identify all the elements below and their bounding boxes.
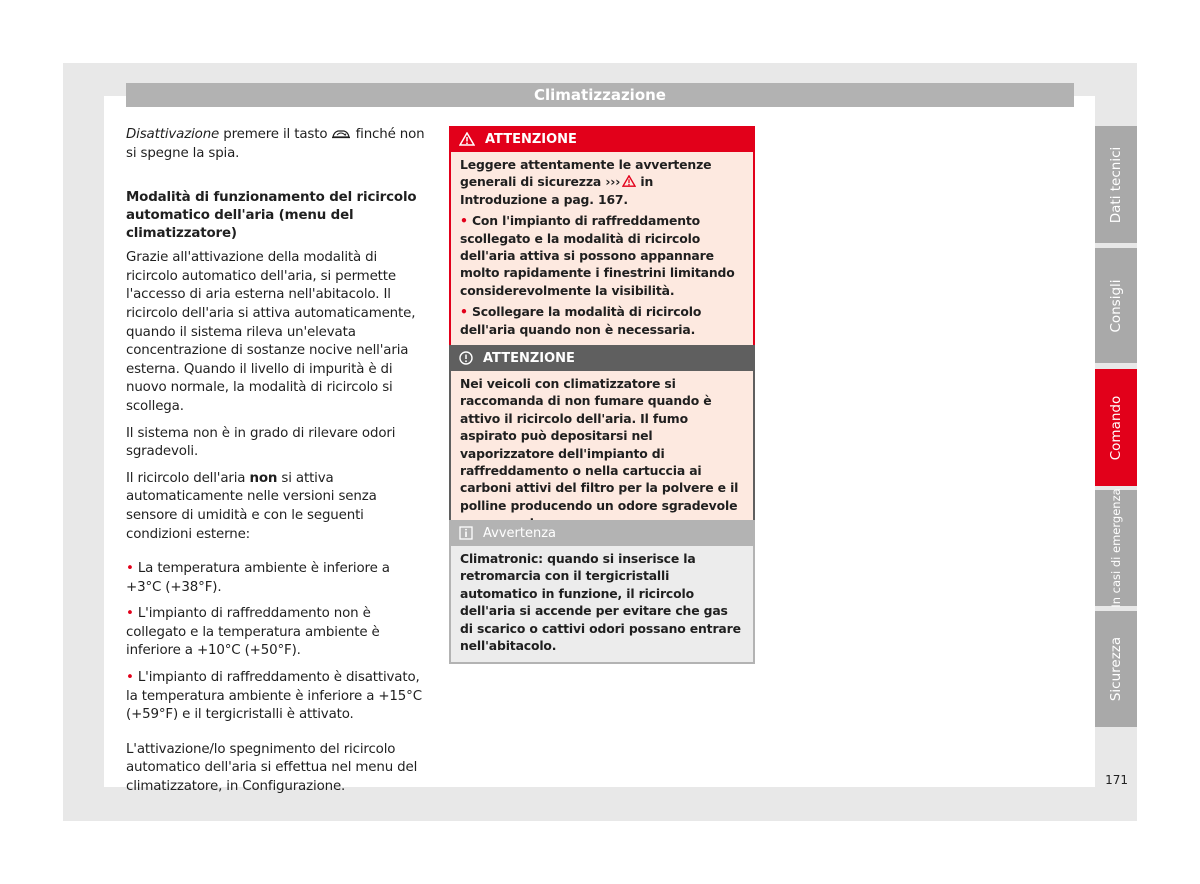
- info-icon: [459, 526, 473, 540]
- condition-text-2: L'impianto di raffreddamento non è collegato e la temperatura ambiente è inferiore a +10°C (+50°F).: [126, 606, 380, 659]
- warning-title: ATTENZIONE: [485, 131, 577, 147]
- warning-body: [451, 371, 753, 540]
- tab-label: Comando: [1108, 395, 1124, 460]
- bullet-dot: •: [460, 304, 468, 320]
- configuration-paragraph: L'attivazione/lo spegnimento del ricircolo automatico dell'aria si effettua nel menu del climatizzatore, in Configurazione.: [126, 741, 418, 795]
- tab-label: Dati tecnici: [1108, 146, 1124, 223]
- tab-consigli[interactable]: [1095, 248, 1137, 363]
- page-reference-link[interactable]: in Introduzione a pag. 167.: [460, 174, 654, 207]
- conditions-text-b: si attiva automaticamente nelle versioni senza sensore di umidità e con le seguenti condizioni esterne:: [126, 470, 377, 542]
- condition-bullet-2: [126, 605, 426, 661]
- warning-triangle-icon: [622, 175, 636, 187]
- section-title: Climatizzazione: [126, 83, 1074, 107]
- warning-header: [449, 126, 755, 152]
- warning-bullet-1: [460, 212, 744, 299]
- description-paragraph: Grazie all'attivazione della modalità di ricircolo automatico dell'aria, si permette l'accesso di aria esterna nell'abitacolo. Il ricircolo dell'aria si attiva automaticamente, quando il sistema rileva un'elevata concentrazione di sostanze nocive nell'aria esterna. Quando il livello di impurità è di nuovo normale, la modalità di ricircolo si scollega.: [126, 250, 416, 414]
- note-text: Climatronic: quando si inserisce la retromarcia con il tergicristalli automatico in funzione, il ricircolo dell'aria si accende per evitare che gas di scarico o cattivi odori possano entrare nell'abitacolo.: [460, 551, 741, 654]
- tab-label: Sicurezza: [1108, 636, 1124, 702]
- note-body: [451, 546, 753, 662]
- warning-box-smoking: [449, 345, 755, 542]
- tab-dati-tecnici[interactable]: [1095, 126, 1137, 243]
- warning-text: Nei veicoli con climatizzatore si raccomanda di non fumare quando è attivo il ricircolo dell'aria. Il fumo aspirato può depositarsi nel vaporizzatore dell'impianto di raffreddamento o nella cartuccia ai carboni attivi del filtro per la polvere e il polline producendo un odore sgradevole: [460, 376, 739, 513]
- condition-bullet-3: [126, 669, 426, 725]
- deactivation-text-a: premere il tasto: [219, 127, 332, 142]
- warning-box-safety: [449, 126, 755, 348]
- tab-sicurezza[interactable]: [1095, 611, 1137, 727]
- bullet-dot: •: [126, 606, 134, 622]
- main-column: [126, 126, 426, 805]
- bullet-dot: •: [126, 561, 134, 577]
- note-header: [449, 520, 755, 546]
- deactivation-label: Disattivazione: [126, 127, 220, 142]
- note-title: Avvertenza: [483, 525, 556, 541]
- conditions-bold: non: [249, 470, 278, 486]
- condition-text-3: L'impianto di raffreddamento è disattivato, la temperatura ambiente è inferiore a +15°C (+59°F) e il tergicristalli è attivato.: [126, 670, 422, 723]
- reference-arrows: ›››: [605, 174, 621, 190]
- warning-intro-text: Leggere attentamente le avvertenze generali di sicurezza: [460, 157, 712, 190]
- condition-bullet-1: [126, 560, 426, 597]
- bullet-dot: •: [126, 670, 134, 686]
- warning-header: [449, 345, 755, 371]
- subsection-heading: Modalità di funzionamento del ricircolo automatico dell'aria (menu del climatizzatore): [126, 190, 417, 242]
- deactivation-text-b: finché non si spegne la spia.: [126, 127, 425, 161]
- conditions-text-a: Il ricircolo dell'aria: [126, 470, 250, 486]
- tab-label: In casi di emergenza: [1109, 488, 1123, 608]
- conditions-paragraph: [126, 470, 426, 544]
- tab-comando[interactable]: [1095, 369, 1137, 486]
- warning-triangle-icon: [459, 132, 475, 146]
- condition-text-1: La temperatura ambiente è inferiore a +3°C (+38°F).: [126, 561, 390, 595]
- exclamation-circle-icon: [459, 351, 473, 365]
- tab-label: Consigli: [1108, 278, 1124, 333]
- warning-bullet-2: [460, 303, 744, 338]
- note-box: [449, 520, 755, 664]
- page-number: 171: [1105, 773, 1128, 787]
- bullet-dot: •: [460, 213, 468, 229]
- warning-bullet-text-1: Con l'impianto di raffreddamento scollegato e la modalità di ricircolo dell'aria attiva si possono appannare molto rapidamente i finestrini limitando considerevolmente la visibilità.: [460, 213, 735, 298]
- recirculation-icon: [331, 128, 351, 140]
- warning-intro: [460, 156, 744, 208]
- warning-bullet-text-2: Scollegare la modalità di ricircolo dell'aria quando non è necessaria.: [460, 304, 702, 337]
- deactivation-paragraph: [126, 126, 426, 163]
- warning-body: [451, 152, 753, 346]
- odor-paragraph: Il sistema non è in grado di rilevare odori sgradevoli.: [126, 425, 396, 460]
- tab-emergenza[interactable]: [1095, 490, 1137, 606]
- warning-title: ATTENZIONE: [483, 350, 575, 366]
